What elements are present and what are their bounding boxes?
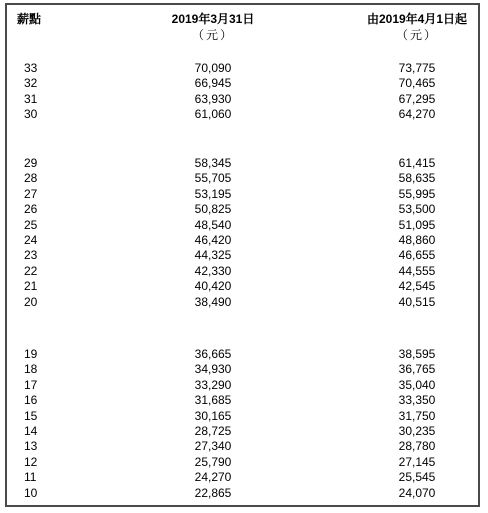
table-row xyxy=(7,295,478,310)
salary-point: 22 xyxy=(24,263,38,278)
salary-new-value: 44,555 xyxy=(398,263,436,278)
salary-old-value: 55,705 xyxy=(194,171,232,186)
salary-new-value: 27,145 xyxy=(398,454,436,469)
salary-old-value: 63,930 xyxy=(194,91,232,106)
salary-point: 30 xyxy=(24,107,38,122)
salary-old-value: 44,325 xyxy=(194,248,232,263)
salary-point: 16 xyxy=(24,393,38,408)
table-row xyxy=(7,486,478,501)
salary-new-value: 35,040 xyxy=(398,377,436,392)
table-row xyxy=(7,347,478,362)
salary-new-value: 70,465 xyxy=(398,76,436,91)
salary-old-value: 28,725 xyxy=(194,424,232,438)
table-row xyxy=(7,279,478,294)
salary-table-frame xyxy=(5,3,480,507)
salary-point: 26 xyxy=(24,202,38,217)
header-new-date: 由2019年4月1日起 xyxy=(366,12,468,26)
header-point: 薪點 xyxy=(17,12,42,26)
salary-old-value: 61,060 xyxy=(194,107,232,122)
table-row xyxy=(7,362,478,377)
salary-new-value: 61,415 xyxy=(398,156,436,170)
salary-point: 27 xyxy=(24,186,38,201)
header-old-unit: （元） xyxy=(191,28,234,42)
salary-new-value: 36,765 xyxy=(398,362,436,377)
salary-point: 23 xyxy=(24,248,38,263)
salary-point: 21 xyxy=(24,279,38,294)
salary-old-value: 34,930 xyxy=(194,362,232,377)
salary-old-value: 50,825 xyxy=(194,202,232,217)
salary-old-value: 58,345 xyxy=(194,156,232,170)
salary-new-value: 30,235 xyxy=(398,424,436,438)
table-row xyxy=(7,393,478,408)
salary-old-value: 40,420 xyxy=(194,279,232,294)
salary-old-value: 46,420 xyxy=(194,233,232,247)
salary-new-value: 51,095 xyxy=(398,217,436,232)
salary-new-value: 73,775 xyxy=(398,61,436,75)
table-row xyxy=(7,378,478,393)
table-row xyxy=(7,264,478,279)
salary-old-value: 27,340 xyxy=(194,439,232,454)
salary-point: 10 xyxy=(24,485,38,500)
salary-old-value: 36,665 xyxy=(194,347,232,361)
salary-point: 18 xyxy=(24,362,38,377)
salary-old-value: 42,330 xyxy=(194,263,232,278)
table-row xyxy=(7,202,478,217)
salary-new-value: 48,860 xyxy=(398,233,436,247)
salary-point: 29 xyxy=(24,156,38,170)
salary-new-value: 53,500 xyxy=(398,202,436,217)
salary-old-value: 53,195 xyxy=(194,186,232,201)
salary-old-value: 48,540 xyxy=(194,217,232,232)
salary-old-value: 38,490 xyxy=(194,294,232,309)
table-row xyxy=(7,470,478,485)
salary-new-value: 38,595 xyxy=(398,347,436,361)
salary-point: 19 xyxy=(24,347,38,361)
salary-point: 11 xyxy=(24,470,37,485)
header-new-unit: （元） xyxy=(395,28,438,42)
table-row xyxy=(7,409,478,424)
salary-new-value: 55,995 xyxy=(398,186,436,201)
salary-old-value: 22,865 xyxy=(194,485,232,500)
table-row xyxy=(7,156,478,171)
table-row xyxy=(7,424,478,439)
table-row xyxy=(7,187,478,202)
table-row xyxy=(7,107,478,122)
salary-new-value: 40,515 xyxy=(398,294,436,309)
salary-point: 14 xyxy=(24,424,38,438)
salary-old-value: 24,270 xyxy=(194,470,232,485)
table-row xyxy=(7,233,478,248)
salary-rows xyxy=(7,5,478,505)
header-old-date: 2019年3月31日 xyxy=(171,12,255,26)
salary-point: 15 xyxy=(24,408,38,423)
table-row xyxy=(7,92,478,107)
salary-point: 24 xyxy=(24,233,38,247)
salary-point: 20 xyxy=(24,294,38,309)
salary-point: 32 xyxy=(24,76,38,91)
salary-old-value: 25,790 xyxy=(194,454,232,469)
salary-point: 13 xyxy=(24,439,38,454)
salary-new-value: 25,545 xyxy=(398,470,436,485)
salary-new-value: 28,780 xyxy=(398,439,436,454)
salary-point: 25 xyxy=(24,217,38,232)
table-row xyxy=(7,218,478,233)
salary-old-value: 66,945 xyxy=(194,76,232,91)
table-row xyxy=(7,61,478,76)
salary-point: 17 xyxy=(24,377,38,392)
salary-old-value: 30,165 xyxy=(194,408,232,423)
salary-new-value: 58,635 xyxy=(398,171,436,186)
table-row xyxy=(7,439,478,454)
salary-old-value: 33,290 xyxy=(194,377,232,392)
salary-new-value: 33,350 xyxy=(398,393,436,408)
salary-new-value: 46,655 xyxy=(398,248,436,263)
salary-new-value: 64,270 xyxy=(398,107,436,122)
table-row xyxy=(7,455,478,470)
salary-new-value: 42,545 xyxy=(398,279,436,294)
salary-new-value: 67,295 xyxy=(398,91,436,106)
salary-point: 33 xyxy=(24,61,38,75)
table-row xyxy=(7,248,478,263)
salary-new-value: 31,750 xyxy=(398,408,436,423)
salary-new-value: 24,070 xyxy=(398,485,436,500)
salary-point: 28 xyxy=(24,171,38,186)
salary-old-value: 70,090 xyxy=(194,61,232,75)
salary-point: 31 xyxy=(24,91,38,106)
salary-old-value: 31,685 xyxy=(194,393,232,408)
table-row xyxy=(7,76,478,91)
salary-point: 12 xyxy=(24,454,38,469)
table-row xyxy=(7,171,478,186)
